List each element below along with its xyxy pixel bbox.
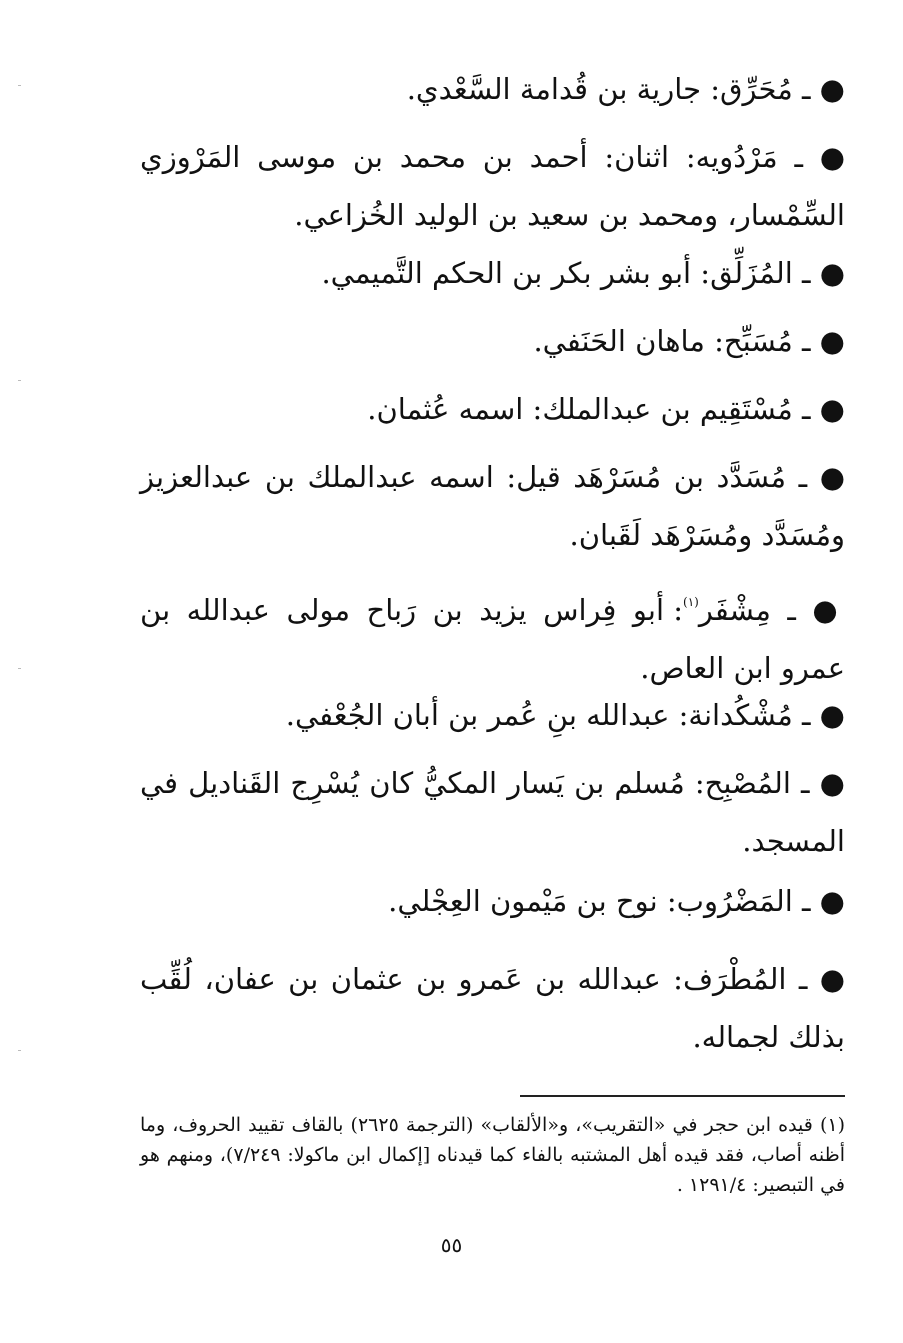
entry-mustaqim: ● ـ مُسْتَقِيم بن عبدالملك: اسمه عُثمان. [367, 392, 845, 426]
entry-mishfar-head: ● ـ مِشْفَر [698, 593, 845, 627]
entry-mishfar [140, 573, 845, 697]
entry-mushkudanah: ● ـ مُشْكُدانة: عبدالله بنِ عُمر بن أبان الجُعْفي. [285, 698, 845, 732]
entry-marduyah: ● ـ مَرْدُويه: اثنان: أحمد بن محمد بن موسى المَرْوزي السِّمْسار، ومحمد بن سعيد بن الوليد الخُزاعي. [140, 140, 845, 232]
margin-tick [18, 380, 21, 381]
margin-tick [18, 668, 21, 669]
entry-musaddad: ● ـ مُسَدَّد بن مُسَرْهَد قيل: اسمه عبدالملك بن عبدالعزيز ومُسَدَّد ومُسَرْهَد لَقَبان. [140, 460, 845, 552]
footnote-ref: (١) [683, 595, 699, 609]
entry-muharriq: ● ـ مُحَرِّق: جارية بن قُدامة السَّعْدي. [406, 72, 845, 106]
entry-mutraf: ● ـ المُطْرَف: عبدالله بن عَمرو بن عثمان بن عفان، لُقِّب بذلك لجماله. [140, 962, 845, 1054]
footnote-text: (١) قيده ابن حجر في «التقريب»، و«الألقاب» (الترجمة ٢٦٢٥) بالقاف تقييد الحروف، وما أظنه أصاب، فقد قيده أهل المشتبه بالفاء كما قيدناه [إكمال ابن ماكولا: ٧/٢٤٩)، ومنهم هو في التبصير: ١٢٩١/٤ . [140, 1114, 845, 1196]
footnote-divider [520, 1095, 845, 1097]
entry-musbih: ● ـ المُصْبِح: مُسلم بن يَسار المكيُّ كان يُسْرِج القَناديل في المسجد. [140, 766, 845, 858]
margin-tick [18, 1050, 21, 1051]
entry-muzalliq: ● ـ المُزَلِّق: أبو بشر بكر بن الحكم التَّميمي. [321, 256, 845, 290]
entry-madrub: ● ـ المَضْرُوب: نوح بن مَيْمون العِجْلي. [388, 884, 845, 918]
entry-musabbih: ● ـ مُسَبِّح: ماهان الحَنَفي. [533, 324, 845, 358]
page-number: ٥٥ [440, 1233, 463, 1257]
entry-mishfar-body: : أبو فِراس يزيد بن رَباح مولى عبدالله بن عمرو ابن العاص. [140, 593, 845, 685]
margin-tick [18, 85, 21, 86]
